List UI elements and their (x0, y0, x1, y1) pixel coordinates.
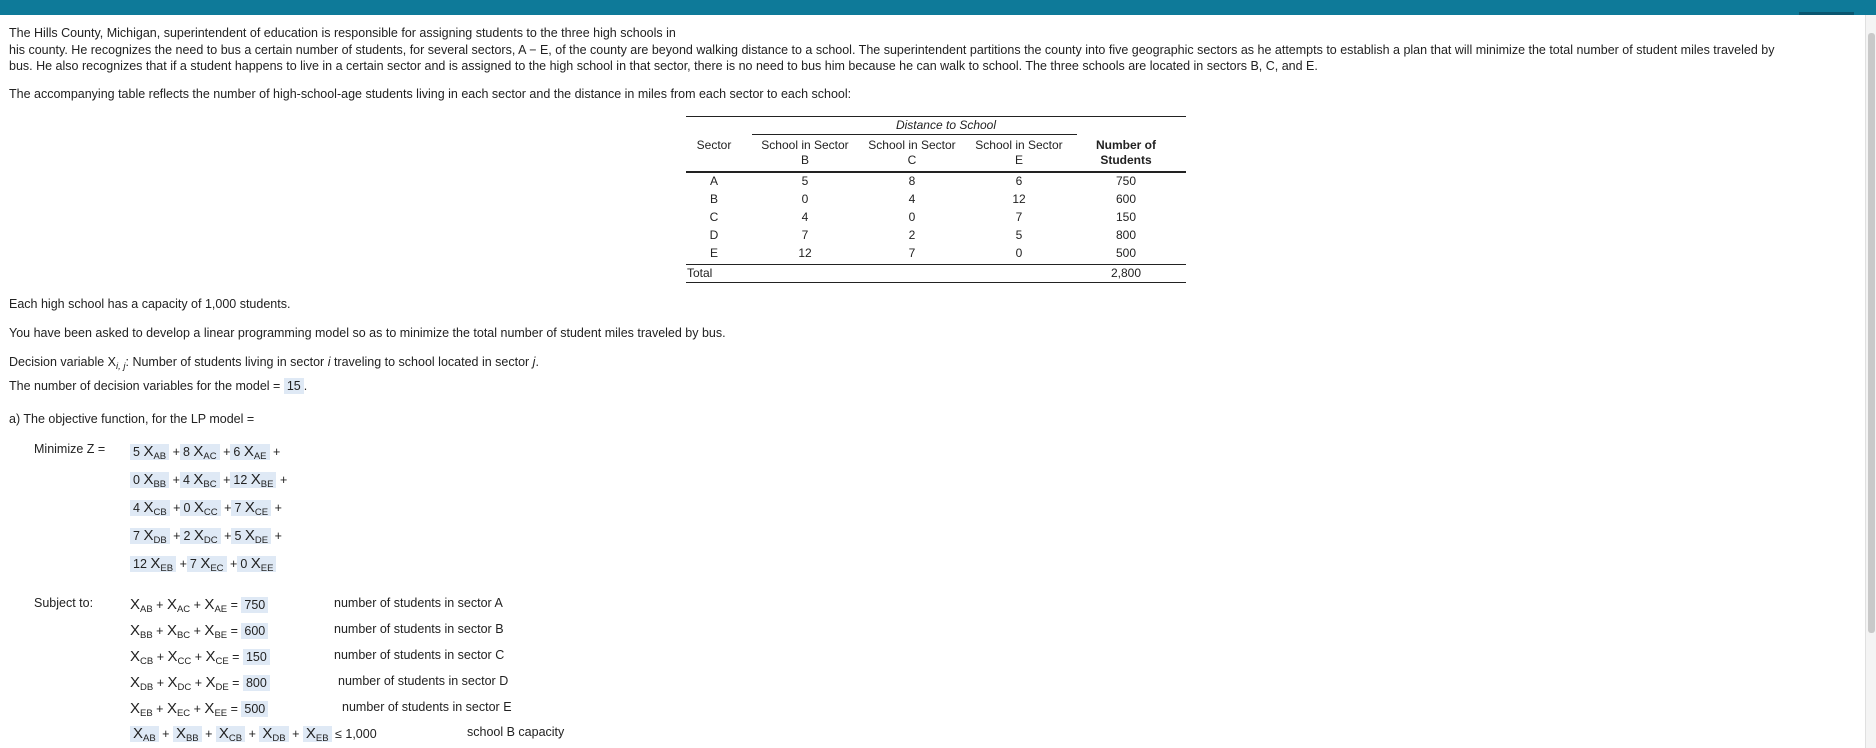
plus-sign: + (230, 557, 238, 571)
plus-sign: + (172, 473, 180, 487)
objective-term[interactable]: 7 $X_{DB}$ (130, 528, 170, 544)
intro-line-1: The Hills County, Michigan, superintendent of education is responsible for assigning students to the three high schools in (9, 26, 676, 40)
capacity-term[interactable]: $X_{AB}$ (130, 726, 159, 742)
plus-sign: + (279, 473, 288, 487)
cell-dist-c: 8 (908, 174, 916, 188)
constraint-row: $X_{BB} + X_{BC} + X_{BE} = 600$ (130, 622, 268, 639)
col-header-c-line1: School in Sector (868, 138, 956, 152)
table-top-rule (686, 116, 1186, 117)
constraint-row: $X_{AB} + X_{AC} + X_{AE} = 750$ (130, 596, 268, 613)
constraint-rhs-answer[interactable]: 600 (241, 623, 268, 639)
objective-term[interactable]: 12 $X_{BE}$ (230, 472, 276, 488)
decision-var-suffix-b: traveling to school located in sector (330, 355, 533, 369)
constraint-row: $X_{CB} + X_{CC} + X_{CE} = 150$ (130, 648, 270, 665)
decision-var-i: i (327, 355, 331, 369)
num-vars-label: The number of decision variables for the model = (9, 379, 281, 393)
capacity-term[interactable]: $X_{BB}$ (173, 726, 202, 742)
decision-var-suffix-a: : Number of students living in sector (125, 355, 328, 369)
capacity-constraint-row: $X_{AB} + X_{BB} + X_{CB} + X_{DB} + X_{EB} \le 1,000$ (130, 725, 377, 742)
cell-students: 750 (1115, 174, 1137, 188)
col-header-c-line2: C (907, 153, 917, 167)
constraint-rhs-answer[interactable]: 800 (243, 675, 270, 691)
top-bar-accent (1799, 12, 1854, 15)
cell-students: 800 (1115, 228, 1137, 242)
cell-dist-e: 0 (1015, 246, 1023, 260)
capacity-term[interactable]: $X_{EB}$ (303, 726, 332, 742)
plus-sign: + (172, 445, 180, 459)
cell-dist-e: 7 (1015, 210, 1023, 224)
plus-sign: + (224, 501, 232, 515)
capacity-text: Each high school has a capacity of 1,000 students. (9, 297, 291, 311)
total-value: 2,800 (1110, 266, 1142, 280)
plus-sign: + (274, 501, 282, 515)
total-rule (686, 264, 1186, 265)
intro-line-3: bus. He also recognizes that if a student happens to live in a certain sector and is assigned to the high school in that sector, there is no need to bus him because he can walk to school. The three schools are located in sectors B, C, and E. (9, 59, 1318, 73)
objective-term[interactable]: 5 $X_{AB}$ (130, 444, 169, 460)
cell-dist-e: 12 (1012, 192, 1026, 206)
constraint-description: number of students in sector E (342, 700, 512, 714)
plus-sign: + (179, 557, 187, 571)
intro-line-2: his county. He recognizes the need to bus a certain number of students, for several sectors, A − E, of the county are beyond walking distance to a school. The superintendent partitions the county into five geographic sectors as he attempts to establish a plan that will minimize the total number of student miles traveled by (9, 42, 1775, 57)
objective-term[interactable]: 7 $X_{CE}$ (231, 500, 271, 516)
decision-var-subscript: i, j (116, 361, 126, 372)
plus-sign: + (274, 529, 282, 543)
col-header-students-line1: Number of (1096, 138, 1156, 152)
plus-sign: + (173, 501, 181, 515)
col-header-e-line1: School in Sector (975, 138, 1063, 152)
col-header-students-line2: Students (1100, 153, 1152, 167)
constraint-description: number of students in sector C (334, 648, 505, 662)
cell-dist-b: 0 (801, 192, 809, 206)
capacity-description: school B capacity (467, 725, 565, 739)
objective-row (130, 499, 282, 516)
col-header-b-line1: School in Sector (761, 138, 849, 152)
objective-term[interactable]: 0 $X_{CC}$ (180, 500, 220, 516)
objective-term[interactable]: 0 $X_{EE}$ (237, 556, 276, 572)
constraint-description: number of students in sector D (338, 674, 509, 688)
cell-sector: D (709, 228, 719, 242)
cell-dist-b: 12 (798, 246, 812, 260)
cell-dist-c: 0 (908, 210, 916, 224)
subject-to-label: Subject to: (34, 596, 94, 610)
cell-dist-c: 2 (908, 228, 916, 242)
cell-students: 150 (1115, 210, 1137, 224)
constraint-rhs-answer[interactable]: 150 (243, 649, 270, 665)
group-header: Distance to School (895, 118, 997, 132)
task-text: You have been asked to develop a linear programming model so as to minimize the total number of student miles traveled by bus. (9, 326, 726, 340)
cell-students: 500 (1115, 246, 1137, 260)
table-bottom-rule (686, 282, 1186, 283)
decision-variable-definition (9, 355, 539, 372)
total-label: Total (687, 266, 713, 280)
cell-dist-c: 4 (908, 192, 916, 206)
table-intro: The accompanying table reflects the number of high-school-age students living in each sector and the distance in miles from each sector to each school: (9, 87, 852, 101)
constraint-description: number of students in sector A (334, 596, 503, 610)
group-header-rule (752, 134, 1077, 135)
header-bottom-rule (686, 171, 1186, 173)
objective-term[interactable]: 4 $X_{CB}$ (130, 500, 170, 516)
num-vars-end: . (303, 379, 308, 393)
cell-sector: E (709, 246, 718, 260)
objective-term[interactable]: 12 $X_{EB}$ (130, 556, 176, 572)
constraint-row: $X_{DB} + X_{DC} + X_{DE} = 800$ (130, 674, 270, 691)
minimize-label: Minimize Z = (34, 442, 106, 456)
objective-heading: a) The objective function, for the LP model = (9, 412, 255, 426)
plus-sign: + (173, 529, 181, 543)
scrollbar-track[interactable] (1865, 15, 1876, 748)
col-header-sector: Sector (696, 138, 732, 152)
objective-term[interactable]: 4 $X_{BC}$ (180, 472, 220, 488)
objective-row (130, 471, 287, 488)
cell-sector: B (709, 192, 718, 206)
constraint-description: number of students in sector B (334, 622, 504, 636)
capacity-term[interactable]: $X_{DB}$ (259, 726, 288, 742)
objective-row (130, 527, 282, 544)
objective-term[interactable]: 5 $X_{DE}$ (231, 528, 271, 544)
problem-intro (9, 25, 1859, 75)
col-header-e-line2: E (1014, 153, 1023, 167)
plus-sign: + (223, 445, 231, 459)
col-header-b-line2: B (800, 153, 809, 167)
constraint-rhs-answer[interactable]: 750 (241, 597, 268, 613)
cell-sector: A (709, 174, 718, 188)
plus-sign: + (273, 445, 281, 459)
objective-term[interactable]: 8 $X_{AC}$ (180, 444, 220, 460)
objective-row (130, 555, 276, 572)
plus-sign: + (224, 529, 232, 543)
cell-dist-b: 7 (801, 228, 809, 242)
num-vars-line (9, 379, 307, 393)
objective-row (130, 443, 280, 460)
plus-sign: + (223, 473, 231, 487)
objective-term[interactable]: 2 $X_{DC}$ (180, 528, 220, 544)
cell-dist-b: 4 (801, 210, 809, 224)
constraint-row: $X_{EB} + X_{EC} + X_{EE} = 500$ (130, 700, 268, 717)
num-vars-answer[interactable]: 15 (284, 378, 304, 394)
capacity-rhs: ≤ 1,000 (335, 727, 377, 741)
cell-dist-e: 6 (1015, 174, 1023, 188)
constraint-rhs-answer[interactable]: 500 (241, 701, 268, 717)
cell-sector: C (709, 210, 719, 224)
decision-var-j: j (532, 355, 536, 369)
decision-var-end: . (535, 355, 539, 369)
cell-dist-e: 5 (1015, 228, 1023, 242)
objective-term[interactable]: 7 $X_{EC}$ (187, 556, 227, 572)
cell-dist-b: 5 (801, 174, 809, 188)
objective-term[interactable]: 6 $X_{AE}$ (230, 444, 269, 460)
capacity-term[interactable]: $X_{CB}$ (216, 726, 245, 742)
objective-term[interactable]: 0 $X_{BB}$ (130, 472, 169, 488)
scrollbar-thumb[interactable] (1868, 33, 1875, 633)
cell-dist-c: 7 (908, 246, 916, 260)
top-bar (0, 0, 1876, 15)
decision-var-prefix: Decision variable X (9, 355, 116, 369)
cell-students: 600 (1115, 192, 1137, 206)
